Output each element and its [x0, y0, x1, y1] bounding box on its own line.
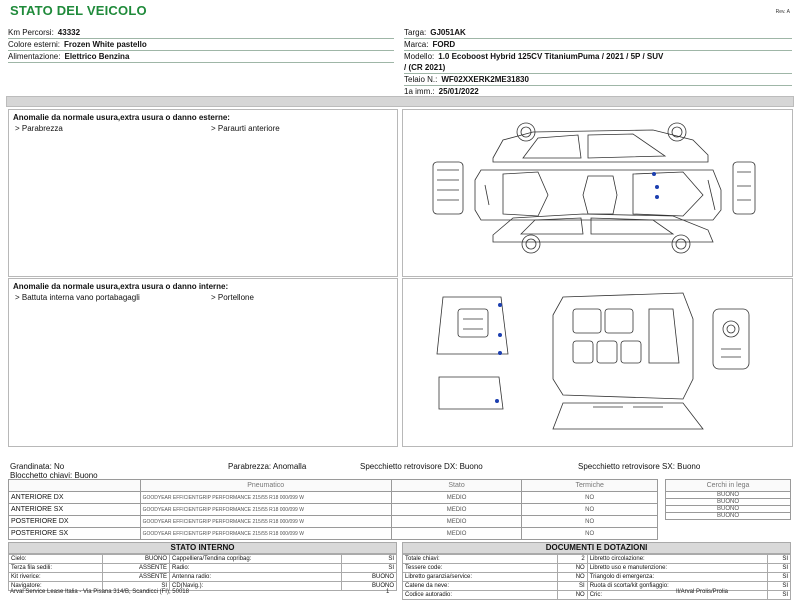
brand-value: FORD	[432, 40, 456, 49]
model-value: 1.0 Ecoboost Hybrid 125CV TitaniumPuma / 2021 / 5P / SUV	[438, 52, 664, 61]
brand-label: Marca:	[404, 40, 429, 49]
documents-title: DOCUMENTI E DOTAZIONI	[402, 542, 791, 554]
table-row	[9, 516, 658, 528]
cell-label: Codice autoradio:	[403, 591, 558, 600]
damage-marker	[655, 195, 659, 199]
cell-label: Kit riverice:	[9, 573, 103, 582]
cell-label: Antenna radio:	[170, 573, 342, 582]
windshield-status: Parabrezza: Anomalla	[228, 462, 307, 471]
cell-value: SI	[341, 555, 396, 564]
color-label: Colore esterni:	[8, 40, 61, 49]
condition-summary	[10, 462, 790, 480]
rims-section	[665, 479, 791, 520]
registration-value: 25/01/2022	[438, 87, 479, 96]
cell-value: SI	[557, 582, 587, 591]
cell-value: BUONO	[341, 582, 396, 591]
car-interior-svg	[403, 279, 792, 446]
footer-address: Arval Service Lease Italia - Via Pisana 314/B, Scandicci (FI), 50018	[10, 589, 189, 595]
table-row	[403, 555, 791, 564]
cell-value: SI	[768, 591, 791, 600]
chassis-row	[404, 74, 792, 86]
documents-table	[402, 554, 791, 600]
tire-position: POSTERIORE SX	[9, 528, 141, 540]
model-label: Modello:	[404, 52, 435, 61]
internal-damage-panel	[8, 278, 398, 447]
table-row	[9, 555, 397, 564]
plate-value: GJ051AK	[430, 28, 466, 37]
table-row	[9, 492, 658, 504]
cell-label: Triangolo di emergenza:	[587, 573, 767, 582]
rims-header: Cerchi in lega	[666, 480, 791, 492]
plate-label: Targa:	[404, 28, 427, 37]
cell-label: Navigatore:	[9, 582, 103, 591]
tires-header-pos	[9, 480, 141, 492]
tire-state: MEDIO	[391, 528, 522, 540]
damage-marker	[655, 185, 659, 189]
rim-state: BUONO	[666, 513, 791, 520]
tire-position: ANTERIORE DX	[9, 492, 141, 504]
cell-value: NO	[557, 591, 587, 600]
tire-position: ANTERIORE SX	[9, 504, 141, 516]
cell-value: SI	[768, 573, 791, 582]
fuel-row	[8, 51, 394, 63]
chassis-label: Telaio N.:	[404, 75, 438, 84]
cell-label: Catene da neve:	[403, 582, 558, 591]
damage-marker	[652, 172, 656, 176]
cell-value: SI	[768, 582, 791, 591]
footer-right-text: Il/Arval Prolis/Prolia	[676, 589, 729, 595]
cell-label: Totale chiavi:	[403, 555, 558, 564]
section-divider	[6, 96, 794, 107]
plate-row	[404, 27, 792, 39]
external-damage-title: Anomalie da normale usura,extra usura o danno esterne:	[13, 113, 230, 122]
rim-state: BUONO	[666, 492, 791, 499]
table-row	[403, 564, 791, 573]
tires-section	[8, 479, 658, 540]
footer-page-number: 1	[386, 589, 390, 595]
cell-label: Ruota di scorta/kit gonfiaggio:	[587, 582, 767, 591]
tire-state: MEDIO	[391, 504, 522, 516]
tire-winter: NO	[522, 504, 658, 516]
mirror-right-status: Specchietto retrovisore DX: Buono	[360, 462, 483, 471]
cell-value: NO	[557, 564, 587, 573]
model-value-2: / (CR 2021)	[404, 63, 446, 72]
tires-table	[8, 479, 658, 540]
tires-header-stato: Stato	[391, 480, 522, 492]
fuel-value: Elettrico Benzina	[64, 52, 130, 61]
cell-value: SI	[341, 564, 396, 573]
brand-row	[404, 39, 792, 51]
tires-header-pneumatico: Pneumatico	[140, 480, 391, 492]
damage-marker	[498, 333, 502, 337]
cell-value: BUONO	[341, 573, 396, 582]
tire-description: GOODYEAR EFFICIENTGRIP PERFORMANCE 215/55 R18 000/099 W	[140, 516, 391, 528]
cell-label: Libretto uso e manutenzione:	[587, 564, 767, 573]
damage-marker	[498, 351, 502, 355]
tire-description: GOODYEAR EFFICIENTGRIP PERFORMANCE 215/55 R18 000/099 W	[140, 528, 391, 540]
table-row	[403, 582, 791, 591]
tires-header-termiche: Termiche	[522, 480, 658, 492]
cell-value: SI	[768, 564, 791, 573]
cell-label: Libretto garanzia/service:	[403, 573, 558, 582]
internal-damage-item: > Portellone	[211, 293, 254, 302]
tire-description: GOODYEAR EFFICIENTGRIP PERFORMANCE 215/55 R18 000/099 W	[140, 504, 391, 516]
km-row	[8, 27, 394, 39]
table-row	[9, 528, 658, 540]
damage-marker	[495, 399, 499, 403]
cell-value: ASSENTE	[102, 573, 169, 582]
cell-label: Tessere code:	[403, 564, 558, 573]
cell-value: ASSENTE	[102, 564, 169, 573]
hail-status: Grandinata: No	[10, 462, 65, 471]
tire-winter: NO	[522, 528, 658, 540]
interior-state-title: STATO INTERNO	[8, 542, 397, 554]
vehicle-info-right	[404, 27, 792, 98]
table-row	[9, 573, 397, 582]
interior-state-section	[8, 542, 397, 591]
tire-position: POSTERIORE DX	[9, 516, 141, 528]
table-row	[9, 564, 397, 573]
tires-header-row	[9, 480, 658, 492]
tire-winter: NO	[522, 492, 658, 504]
car-exterior-svg	[403, 110, 792, 276]
cell-label: Libretto circolazione:	[587, 555, 767, 564]
external-car-diagram	[402, 109, 793, 277]
tire-state: MEDIO	[391, 516, 522, 528]
tire-winter: NO	[522, 516, 658, 528]
cell-label: CD(Navig.):	[170, 582, 342, 591]
internal-damage-title: Anomalie da normale usura,extra usura o danno interne:	[13, 282, 229, 291]
cell-value: 2	[557, 555, 587, 564]
documents-section	[402, 542, 791, 600]
tire-description: GOODYEAR EFFICIENTGRIP PERFORMANCE 215/55 R18 000/099 W	[140, 492, 391, 504]
model-row	[404, 51, 792, 74]
tire-state: MEDIO	[391, 492, 522, 504]
mirror-left-status: Specchietto retrovisore SX: Buono	[578, 462, 701, 471]
color-value: Frozen White pastello	[64, 40, 147, 49]
external-damage-panel	[8, 109, 398, 277]
cell-label: Cappelliera/Tendina copribag:	[170, 555, 342, 564]
cell-value: BUONO	[102, 555, 169, 564]
color-row	[8, 39, 394, 51]
km-label: Km Percorsi:	[8, 28, 54, 37]
cell-label: Cielo:	[9, 555, 103, 564]
cell-value: SI	[102, 582, 169, 591]
chassis-value: WF02XXERK2ME31830	[441, 75, 529, 84]
page-title: STATO DEL VEICOLO	[10, 3, 147, 18]
internal-damage-item: > Battuta interna vano portabagagli	[15, 293, 140, 302]
rim-state: BUONO	[666, 506, 791, 513]
key-block-status: Blocchetto chiavi: Buono	[10, 471, 98, 480]
vehicle-info-left	[8, 27, 394, 63]
cell-label: Cric:	[587, 591, 767, 600]
cell-label: Terza fila sedili:	[9, 564, 103, 573]
rims-table	[665, 479, 791, 520]
revision-label: Rev. A	[775, 9, 790, 15]
table-row	[403, 573, 791, 582]
rim-state: BUONO	[666, 499, 791, 506]
internal-car-diagram	[402, 278, 793, 447]
interior-state-table	[8, 554, 397, 591]
external-damage-item: > Paraurti anteriore	[211, 124, 280, 133]
external-damage-item: > Parabrezza	[15, 124, 63, 133]
table-row	[9, 504, 658, 516]
km-value: 43332	[57, 28, 81, 37]
registration-label: 1a imm.:	[404, 87, 435, 96]
cell-value: SI	[768, 555, 791, 564]
damage-marker	[498, 303, 502, 307]
fuel-label: Alimentazione:	[8, 52, 61, 61]
cell-label: Radio:	[170, 564, 342, 573]
cell-value: NO	[557, 573, 587, 582]
table-row	[403, 591, 791, 600]
